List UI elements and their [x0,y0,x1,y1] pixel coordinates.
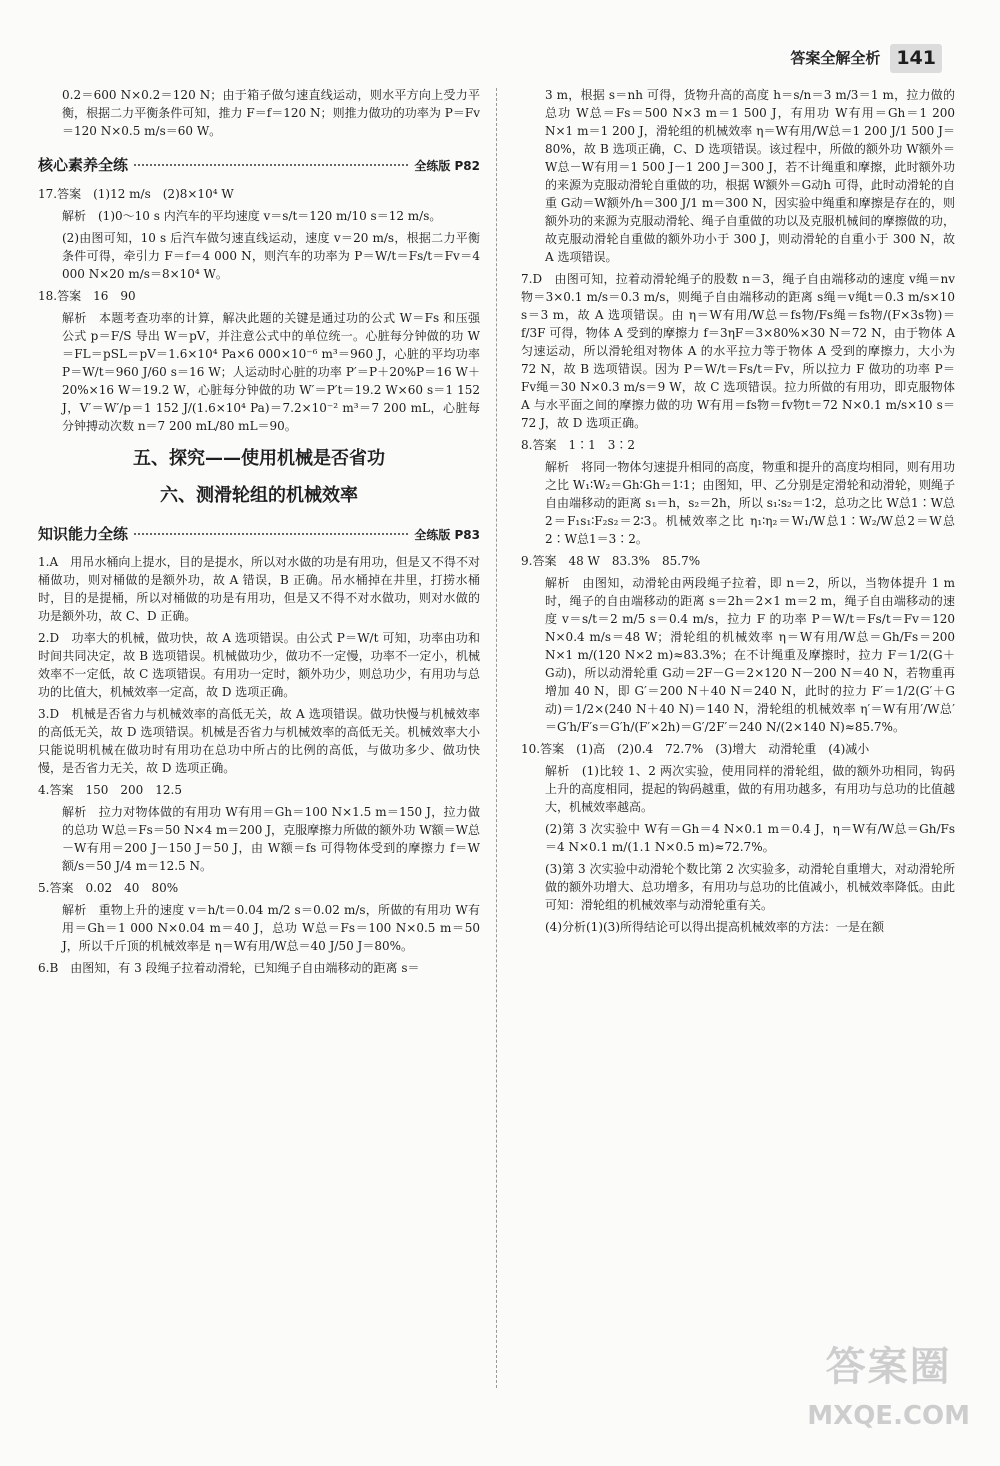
column-divider [496,88,497,1388]
q17-analysis-2: (2)由图可知，10 s 后汽车做匀速直线运动，速度 v＝20 m/s，根据二力平衡条件可得，牵引力 F＝f＝4 000 N，则汽车的功率为 P＝W/t＝Fs/t＝Fv＝4 000 N×20 m/s＝8×10⁴ W。 [62,230,480,281]
chapter-title-2: 六、测滑轮组的机械效率 [160,484,358,506]
q10-answer: 10.答案 (1)高 (2)0.4 72.7% (3)增大 动滑轮重 (4)减小 [521,742,870,756]
q10-analysis-1: 解析 (1)比较 1、2 两次实验，使用同样的滑轮组，做的额外功相同，钩码上升的高度相同，提起的钩码越重，做的有用功越多，有用功与总功的比值越大，机械效率越高。 [545,764,955,814]
watermark-line-2: MXQE.COM [807,1401,970,1431]
q1-solution: 1.A 用吊水桶向上提水，目的是提水，所以对水做的功是有用功，但是又不得不对桶做功，则对桶做的是额外功，故 A 错误，B 正确。吊水桶掉在井里，打捞水桶时，目的是提桶，所以对桶做的功是有用功，但是又不得不对水做功，则对水做的功是额外功，故 C、D 正确。 [38,555,480,623]
q8-answer: 8.答案 1∶1 3∶2 [521,438,635,452]
section-page-ref: 全练版 P82 [414,159,480,173]
q10-analysis-3: (3)第 3 次实验中动滑轮个数比第 2 次实验多，动滑轮自重增大，对动滑轮所做的额外功增大、总功增多，有用功与总功的比值减小，机械效率降低。由此可知：滑轮组的机械效率与动滑轮重有关。 [545,862,955,912]
q10-analysis-2: (2)第 3 次实验中 W有＝Gh＝4 N×0.1 m＝0.4 J，η＝W有/W总＝Gh/Fs＝4 N×0.1 m/(1.1 N×0.5 m)≈72.7%。 [545,822,955,854]
q6-solution-continued: 3 m，根据 s＝nh 可得，货物升高的高度 h＝s/n＝3 m/3＝1 m，拉力做的总功 W总＝Fs＝500 N×3 m＝1 500 J，有用功 W有用＝Gh＝1 200 N×1 m＝1 200 J，滑轮组的机械效率 η＝W有用/W总＝1 200 J/1 500 J＝80%，故 B 选项正确，C、D 选项错误。该过程中，所做的额外功 W额外＝W总－W有用＝1 500 J－1 200 J＝300 J，若不计绳重和摩擦，此时额外功的来源为克服动滑轮自重做的功，根据 W额外＝G动h 可得，此时动滑轮的自重 G动＝W额外/h＝300 J/1 m＝300 N，因实验中绳重和摩擦是存在的，则额外功的来源为克服动滑轮、绳子自重做的功以及克服机械间的摩擦做的功，故克服动滑轮自重做的额外功小于 300 J，则动滑轮的自重小于 300 N，故 A 选项错误。 [545,88,955,264]
q6-solution-start: 6.B 由图知，有 3 段绳子拉着动滑轮，已知绳子自由端移动的距离 s＝ [38,961,420,975]
q5-answer: 5.答案 0.02 40 80% [38,881,179,895]
section-title: 知识能力全练 [38,524,129,543]
q5-analysis: 解析 重物上升的速度 v＝h/t＝0.04 m/2 s＝0.02 m/s，所做的有用功 W有用＝Gh＝1 000 N×0.04 m＝40 J，总功 W总＝Fs＝100 N×0.5 m＝50 J，所以千斤顶的机械效率是 η＝W有用/W总＝40 J/50 J＝80%。 [62,903,480,953]
section-title: 核心素养全练 [38,156,129,174]
q17-analysis-1: 解析 (1)0～10 s 内汽车的平均速度 v＝s/t＝120 m/10 s＝12 m/s。 [62,208,442,223]
q9-analysis: 解析 由图知，动滑轮由两段绳子拉着，即 n＝2，所以，当物体提升 1 m 时，绳子的自由端移动的距离 s＝2h＝2×1 m＝2 m，绳子自由端移动的速度 v＝s/t＝2 m/5 s＝0.4 m/s，拉力 F 的功率 P＝W/t＝Fs/t＝Fv＝120 N×0.4 m/s＝48 W；滑轮组的机械效率 η＝W有用/W总＝Gh/Fs＝200 N×1 m/(120 N×2 m)≈83.3%；在不计绳重及摩擦时，拉力 F＝1/2(G＋G动)，所以动滑轮重 G动＝2F－G＝2×120 N－200 N＝40 N，若物重再增加 40 N，即 G′＝200 N＋40 N＝240 N，此时的拉力 F′＝1/2(G′＋G动)＝1/2×(240 N＋40 N)＝140 N，滑轮组的机械效率 η′＝W有用′/W总′＝G′h/F′s＝G′h/(F′×2h)＝G′/2F′＝240 N/(2×140 N)≈85.7%。 [545,576,955,734]
dotted-leader [134,533,408,535]
q7-solution: 7.D 由图可知，拉着动滑轮绳子的股数 n＝3，绳子自由端移动的速度 v绳＝nv物＝3×0.1 m/s＝0.3 m/s，则绳子自由端移动的距离 s绳＝v绳t＝0.3 m/s×10 s＝3 m，故 A 选项错误。由 η＝W有用/W总＝fs物/Fs绳＝fs物/(F×3s物)＝f/3F 可得，物体 A 受到的摩擦力 f＝3ηF＝3×80%×30 N＝72 N，由于物体 A 匀速运动，所以滑轮组对物体 A 的水平拉力等于物体 A 受到的摩擦力，大小为 72 N，故 B 选项错误。因为 P＝W/t＝Fs/t＝Fv，所以拉力 F 做功的功率 P＝Fv绳＝30 N×0.3 m/s＝9 W，故 C 选项错误。拉力所做的有用功，即克服物体 A 与水平面之间的摩擦力做的功 W有用＝fs物＝fv物t＝72 N×0.1 m/s×10 s＝72 J，故 D 选项正确。 [521,272,955,430]
chapter-title-1: 五、探究——使用机械是否省功 [133,447,385,469]
q18-analysis: 解析 本题考查功率的计算，解决此题的关键是通过功的公式 W＝Fs 和压强公式 p＝F/S 导出 W＝pV，并注意公式中的单位统一。心脏每分钟做的功 W＝FL＝pSL＝pV＝1.6×10⁴ Pa×6 000×10⁻⁶ m³＝960 J，心脏的平均功率 P＝W/t＝960 J/60 s＝16 W；人运动时心脏的功率 P′＝P＋20%P＝16 W＋20%×16 W＝19.2 W，心脏每分钟做的功 W′＝P′t＝19.2 W×60 s＝1 152 J，V′＝W′/p＝1 152 J/(1.6×10⁴ Pa)＝7.2×10⁻² m³＝7 200 mL，心脏每分钟搏动次数 n＝7 200 mL/80 mL＝90。 [62,310,480,433]
q4-answer: 4.答案 150 200 12.5 [38,783,182,797]
page-number: 141 [890,44,942,73]
q8-analysis: 解析 将同一物体匀速提升相同的高度，物重和提升的高度均相同，则有用功之比 W₁∶W₂＝Gh∶Gh＝1∶1；由图知，甲、乙分别是定滑轮和动滑轮，则绳子自由端移动的距离 s₁＝h，s₂＝2h，所以 s₁∶s₂＝1∶2，总功之比 W总1∶W总2＝F₁s₁∶F₂s₂＝2∶3。机械效率之比 η₁∶η₂＝W₁/W总1∶W₂/W总2＝W总2∶W总1＝3∶2。 [545,460,955,546]
q17-answer: 17.答案 (1)12 m/s (2)8×10⁴ W [38,186,234,201]
section-header-knowledge-ability [38,523,480,546]
left-column [38,86,480,981]
watermark [807,1337,970,1436]
q4-analysis: 解析 拉力对物体做的有用功 W有用＝Gh＝100 N×1.5 m＝150 J，拉力做的总功 W总＝Fs＝50 N×4 m＝200 J，克服摩擦力所做的额外功 W额＝W总－W有用＝200 J－150 J＝50 J，由 W额＝fs 可得物体受到的摩擦力 f＝W额/s＝50 J/4 m＝12.5 N。 [62,805,480,873]
q18-answer: 18.答案 16 90 [38,288,136,303]
q10-analysis-4: (4)分析(1)(3)所得结论可以得出提高机械效率的方法：一是在额 [545,920,884,934]
intro-paragraph: 0.2＝600 N×0.2＝120 N；由于箱子做匀速直线运动，则水平方向上受力平衡，根据二力平衡条件可知，推力 F＝f＝120 N；则推力做功的功率为 P＝Fv＝120 N×0.5 m/s＝60 W。 [62,88,480,138]
q2-solution: 2.D 功率大的机械，做功快，故 A 选项错误。由公式 P＝W/t 可知，功率由功和时间共同决定，故 B 选项错误。机械做功少，做功不一定慢，功率不一定小，机械效率不一定低，故 C 选项错误。有用功一定时，额外功少，则总功少，有用功与总功的比值大，机械效率一定高，故 D 选项正确。 [38,631,480,699]
q3-solution: 3.D 机械是否省力与机械效率的高低无关，故 A 选项错误。做功快慢与机械效率的高低无关，故 D 选项错误。机械是否省力与机械效率的高低无关。机械效率大小只能说明机械在做功时有用功在总功中所占的比例的高低，与做功多少、做功快慢，是否省力无关，故 D 选项正确。 [38,707,480,775]
right-column [521,86,955,940]
dotted-leader [134,164,408,166]
section-header-core-literacy [38,154,480,177]
header-title: 答案全解全析 [790,49,881,67]
q9-answer: 9.答案 48 W 83.3% 85.7% [521,554,701,568]
watermark-line-1: 答案圈 [825,1344,952,1390]
section-page-ref: 全练版 P83 [414,527,480,542]
page-header [790,44,942,73]
